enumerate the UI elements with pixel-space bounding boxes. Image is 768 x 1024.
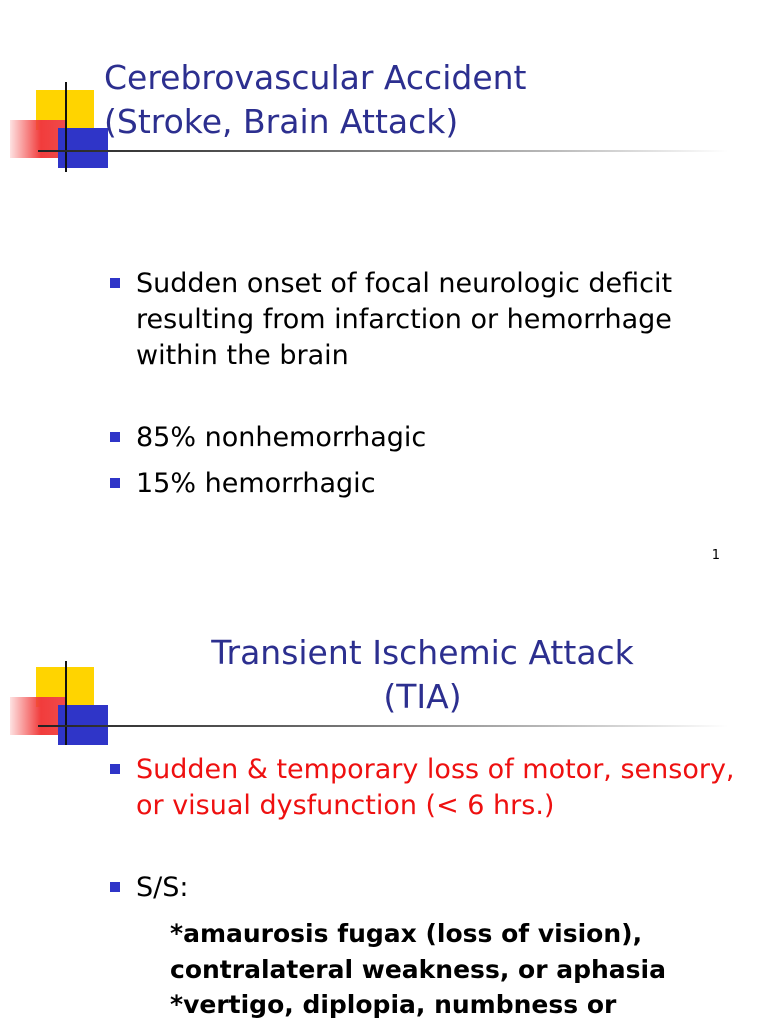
bullet-square-icon [110, 764, 120, 774]
title-underline-rule [38, 150, 728, 152]
sub-item-line: contralateral weakness, or aphasia [170, 955, 666, 984]
sub-item-line: *vertigo, diplopia, numbness or [170, 990, 617, 1019]
slide-title [104, 56, 526, 144]
bullet-square-icon [110, 278, 120, 288]
title-underline-rule [38, 725, 728, 727]
bullet-text: 85% nonhemorrhagic [136, 422, 427, 453]
bullet-text: 15% hemorrhagic [136, 468, 376, 499]
sub-item-line: *amaurosis fugax (loss of vision), [170, 919, 643, 948]
vertical-rule-decoration [65, 661, 67, 745]
bullet-line: Sudden onset of focal neurologic deficit [136, 268, 673, 299]
bullet-item [108, 870, 735, 906]
bullet-square-icon [110, 882, 120, 892]
corner-decoration [0, 575, 120, 695]
bullet-square-icon [110, 478, 120, 488]
bullet-item [108, 752, 735, 824]
slide-title [160, 631, 685, 719]
bullet-list [108, 266, 672, 502]
bullet-line: Sudden & temporary loss of motor, sensory, [136, 754, 735, 785]
corner-decoration [0, 0, 120, 120]
slide-title-line-1: Cerebrovascular Accident [104, 58, 527, 97]
slide-title-line-2: (Stroke, Brain Attack) [104, 102, 459, 141]
bullet-text: S/S: [136, 872, 189, 903]
bullet-item [108, 466, 672, 502]
bullet-item [108, 420, 672, 456]
slide-title-line-2: (TIA) [383, 677, 462, 716]
slide-2 [0, 575, 768, 1024]
bullet-line: resulting from infarction or hemorrhage [136, 304, 672, 335]
page-number: 1 [711, 548, 720, 563]
bullet-line: or visual dysfunction (< 6 hrs.) [136, 790, 555, 821]
bullet-list [108, 752, 735, 906]
slide-title-line-1: Transient Ischemic Attack [211, 633, 634, 672]
bullet-item [108, 266, 672, 374]
sub-item [170, 987, 616, 1023]
sub-item [170, 916, 666, 988]
bullet-square-icon [110, 432, 120, 442]
vertical-rule-decoration [65, 82, 67, 172]
bullet-line: within the brain [136, 340, 349, 371]
